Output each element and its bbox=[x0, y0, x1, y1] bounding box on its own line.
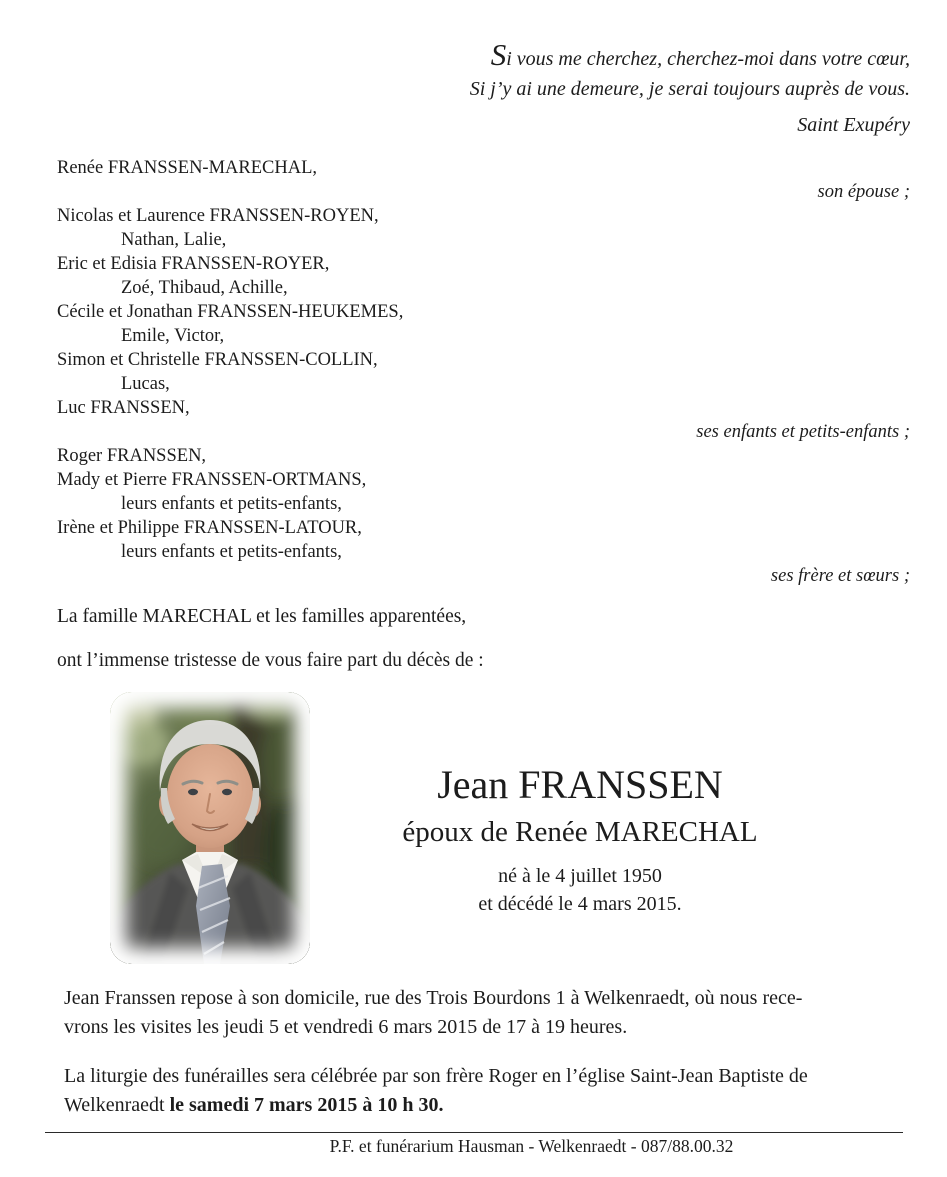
quote-line-2: Si j’y ai une demeure, je serai toujours auprès de vous. bbox=[469, 78, 910, 100]
memorial-quote bbox=[0, 0, 947, 104]
quote-line-1: Si vous me cherchez, cherchez-moi dans votre cœur, bbox=[490, 37, 910, 72]
quote-initial-letter: S bbox=[490, 37, 507, 72]
family-announcement-line: La famille MARECHAL et les familles apparentées, bbox=[57, 606, 467, 627]
children-line: Lucas, bbox=[121, 374, 170, 394]
family-member-line: Luc FRANSSEN, bbox=[57, 398, 190, 418]
spouse-line: époux de Renée MARECHAL bbox=[402, 816, 758, 848]
portrait-photo bbox=[110, 692, 310, 964]
quote-attribution: Saint Exupéry bbox=[797, 114, 910, 136]
deceased-section bbox=[0, 692, 947, 964]
family-member-line: Cécile et Jonathan FRANSSEN-HEUKEMES, bbox=[57, 302, 404, 322]
funeral-paragraph bbox=[64, 1062, 887, 1120]
children-line: leurs enfants et petits-enfants, bbox=[121, 494, 342, 514]
funeral-line-2: Welkenraedt le samedi 7 mars 2015 à 10 h 30. bbox=[64, 1094, 444, 1116]
family-member-line: Simon et Christelle FRANSSEN-COLLIN, bbox=[57, 350, 378, 370]
family-member-line: Roger FRANSSEN, bbox=[57, 446, 207, 466]
children-line: Emile, Victor, bbox=[121, 326, 225, 346]
announcement-intro-line: ont l’immense tristesse de vous faire part du décès de : bbox=[57, 650, 484, 671]
family-member-line: Eric et Edisia FRANSSEN-ROYER, bbox=[57, 254, 330, 274]
funeral-date-bold: le samedi 7 mars 2015 à 10 h 30. bbox=[169, 1094, 444, 1116]
children-line: leurs enfants et petits-enfants, bbox=[121, 542, 342, 562]
family-member-line: Mady et Pierre FRANSSEN-ORTMANS, bbox=[57, 470, 367, 490]
children-line: Nathan, Lalie, bbox=[121, 230, 227, 250]
children-line: Zoé, Thibaud, Achille, bbox=[121, 278, 288, 298]
relation-label: ses frère et sœurs ; bbox=[770, 566, 910, 586]
family-list bbox=[57, 156, 910, 588]
deceased-name: Jean FRANSSEN bbox=[437, 762, 723, 807]
relation-label: son épouse ; bbox=[817, 182, 910, 202]
family-member-line: Renée FRANSSEN-MARECHAL, bbox=[57, 158, 318, 178]
visitation-line-1: Jean Franssen repose à son domicile, rue des Trois Bourdons 1 à Welkenraedt, où nous rece- bbox=[64, 987, 803, 1009]
birth-line: né à le 4 juillet 1950 bbox=[498, 865, 662, 887]
deceased-name-block bbox=[310, 762, 850, 918]
visitation-line-2: vrons les visites les jeudi 5 et vendredi 6 mars 2015 de 17 à 19 heures. bbox=[64, 1016, 628, 1038]
relation-label: ses enfants et petits-enfants ; bbox=[696, 422, 910, 442]
portrait-illustration bbox=[110, 692, 310, 964]
death-line: et décédé le 4 mars 2015. bbox=[478, 893, 682, 915]
visitation-paragraph bbox=[64, 984, 887, 1042]
footer-text: P.F. et funérarium Hausman - Welkenraedt - 087/88.00.32 bbox=[329, 1136, 734, 1156]
footer-divider bbox=[45, 1132, 903, 1133]
funeral-line-1: La liturgie des funérailles sera célébrée par son frère Roger en l’église Saint-Jean Baptiste de bbox=[64, 1065, 808, 1087]
family-member-line: Nicolas et Laurence FRANSSEN-ROYEN, bbox=[57, 206, 379, 226]
life-dates bbox=[310, 862, 850, 918]
family-member-line: Irène et Philippe FRANSSEN-LATOUR, bbox=[57, 518, 362, 538]
